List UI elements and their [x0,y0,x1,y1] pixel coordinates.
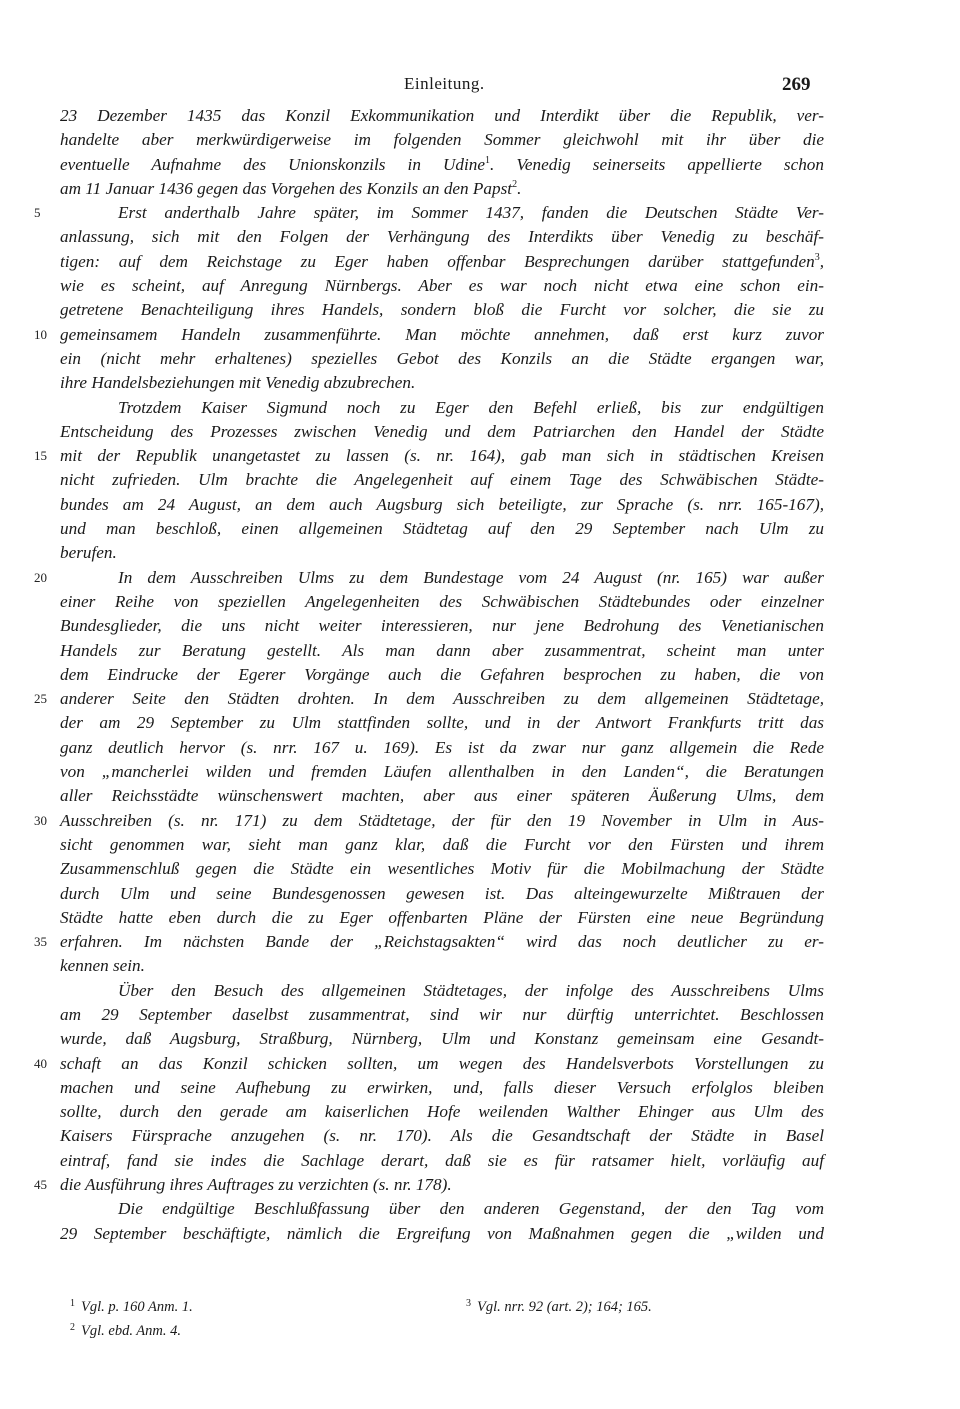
line-text: bundes am 24 August, an dem auch Augsburg sich beteiligte, zur Sprache (s. nrr. 165-167), [60,494,824,514]
line-text: anderer Seite den Städten drohten. In dem Ausschreiben zu dem allgemeinen Städtetage, [60,689,824,709]
line-text: Erst anderthalb Jahre später, im Sommer 1437, fanden die Deutschen Städte Ver- [118,203,824,223]
text-line [60,371,824,395]
text-line [60,1149,824,1173]
line-text: sicht genommen war, sieht man ganz klar, daß die Furcht vor den Fürsten und ihrem [60,834,824,854]
line-text: ihre Handelsbeziehungen mit Venedig abzubrechen. [60,373,416,393]
text-line [60,639,824,663]
footnote-3 [466,1298,652,1316]
text-line [60,906,824,930]
text-line [60,882,824,906]
line-text: der am 29 September zu Ulm stattfinden sollte, und in der Antwort Frankfurts tritt das [60,713,824,733]
footnote-mark: 1 [70,1298,75,1309]
line-text: einer Reihe von speziellen Angelegenheiten des Schwäbischen Städtebundes oder einzelner [60,591,824,611]
text-line [34,566,824,590]
line-text: kennen sein. [60,956,145,976]
line-text: wurde, daß Augsburg, Straßburg, Nürnberg, Ulm und Konstanz gemeinsam eine Gesandt- [60,1029,824,1049]
line-number: 45 [34,1177,47,1193]
line-text: aller Reichsstädte wünschenswert machten, aber aus einer späteren Äußerung Ulms, dem [60,786,824,806]
footnote-mark: 2 [70,1322,75,1333]
line-text: anlassung, sich mit den Folgen der Verhängung des Interdikts über Venedig zu beschäf- [60,227,824,247]
line-text: Zusammenschluß gegen die Städte ein wesentliches Motiv für die Mobilmachung der Städte [60,859,824,879]
line-text: und man beschloß, einen allgemeinen Städtetag auf den 29 September nach Ulm zu [60,519,824,539]
line-text: Die endgültige Beschlußfassung über den anderen Gegenstand, der den Tag vom [118,1199,824,1219]
text-line [60,833,824,857]
line-text-after: . Venedig seinerseits appellierte schon [489,154,824,174]
line-text: schaft an das Konzil schicken sollten, um wegen des Handelsverbots Vorstellungen zu [60,1053,824,1073]
text-line [60,128,824,152]
line-text: In dem Ausschreiben Ulms zu dem Bundestage vom 24 August (nr. 165) war außer [118,567,824,587]
text-line [60,493,824,517]
footnote-text: Vgl. p. 160 Anm. 1. [81,1299,193,1315]
line-text: erfahren. Im nächsten Bande der „Reichstagsakten“ wird das noch deutlicher zu er- [60,932,824,952]
line-text-after: . [517,178,522,198]
line-text: die Ausführung ihres Auftrages zu verzichten (s. nr. 178). [60,1175,452,1195]
text-line [34,1052,824,1076]
footnote-2 [70,1322,181,1340]
line-text: am 11 Januar 1436 gegen das Vorgehen des Konzils an den Papst [60,178,513,198]
text-line [60,736,824,760]
text-line [60,274,824,298]
text-line [34,444,824,468]
text-line [60,954,824,978]
text-line [60,250,824,274]
line-number: 35 [34,934,47,950]
line-text: wie es scheint, auf Anregung Nürnbergs. Aber es war noch nicht etwa eine schon ein- [60,276,824,296]
text-line [60,590,824,614]
text-line [60,1100,824,1124]
footnote-reference: 3 [814,251,820,263]
line-text: durch Ulm und seine Bundesgenossen gewesen ist. Das alteingewurzelte Mißtrauen der [60,883,824,903]
line-text: Kaisers Fürsprache anzugehen (s. nr. 170). Als die Gesandtschaft der Städte in Basel [60,1126,824,1146]
running-head-title: Einleitung. [404,74,485,93]
text-line [34,930,824,954]
text-line [60,979,824,1003]
page-number: 269 [782,74,811,95]
line-number: 10 [34,326,47,342]
line-number: 5 [34,205,41,221]
line-text: Entscheidung des Prozesses zwischen Venedig und dem Patriarchen den Handel der Städte [60,421,824,441]
body-text [34,104,824,1246]
line-text: berufen. [60,543,117,563]
footnote-text: Vgl. nrr. 92 (art. 2); 164; 165. [477,1299,652,1315]
line-text: am 29 September daselbst zusammentrat, sind wir nur dürftig unterrichtet. Beschlossen [60,1004,824,1024]
line-text: machen und seine Aufhebung zu erwirken, und, falls dieser Versuch erfolglos bleiben [60,1077,824,1097]
footnote-reference: 1 [484,154,490,166]
text-line [34,201,824,225]
text-line [60,225,824,249]
line-text: 23 Dezember 1435 das Konzil Exkommunikation und Interdikt über die Republik, ver- [60,106,824,125]
text-line [60,1003,824,1027]
line-text: Ausschreiben (s. nr. 171) zu dem Städtetage, der für den 19 November in Ulm in Aus- [60,810,824,830]
text-line [60,857,824,881]
line-text: eventuelle Aufnahme des Unionskonzils in Udine [60,154,485,174]
text-line [34,323,824,347]
footnote-1 [70,1298,193,1316]
line-text: ein (nicht mehr erhaltenes) spezielles Gebot des Konzils an die Städte ergangen war, [60,348,824,368]
line-text: mit der Republik unangetastet zu lassen (s. nr. 164), gab man sich in städtischen Kreisen [60,446,824,466]
line-text: ganz deutlich hervor (s. nrr. 167 u. 169). Es ist da zwar nur ganz allgemein die Rede [60,737,824,757]
footnote-reference: 2 [512,178,518,190]
line-text-after: , [819,251,824,271]
footnote-mark: 3 [466,1298,471,1309]
line-text: getretene Benachteiligung ihres Handels, sondern bloß die Furcht vor solcher, die sie zu [60,300,824,320]
text-line [60,541,824,565]
text-line [60,663,824,687]
line-text: tigen: auf dem Reichstage zu Eger haben offenbar Besprechungen darüber stattgefunden [60,251,815,271]
text-line [60,153,824,177]
text-line [60,711,824,735]
line-text: dem Eindrucke der Egerer Vorgänge auch die Gefahren besprochen zu haben, die von [60,664,824,684]
text-line [60,614,824,638]
text-line [60,347,824,371]
running-head [0,74,960,98]
text-line [60,1027,824,1051]
text-line [60,760,824,784]
line-text: Trotzdem Kaiser Sigmund noch zu Eger den Befehl erließ, bis zur endgültigen [118,397,824,417]
line-text: Bundesglieder, die uns nicht weiter interessieren, nur jene Bedrohung des Venetianischen [60,616,824,636]
text-line [60,104,824,128]
text-line [60,396,824,420]
line-text: Über den Besuch des allgemeinen Städtetages, der infolge des Ausschreibens Ulms [118,980,824,1000]
text-line [60,177,824,201]
line-text: sollte, durch den gerade am kaiserlichen Hofe weilenden Walther Ehinger aus Ulm des [60,1102,824,1122]
text-line [60,1124,824,1148]
line-text: von „mancherlei wilden und fremden Läufen allenthalben in den Landen“, die Beratungen [60,762,824,782]
line-text: eintraf, fand sie indes die Sachlage derart, daß sie es für ratsamer hielt, vorläufig auf [60,1150,824,1170]
line-text: gemeinsamem Handeln zusammenführte. Man möchte annehmen, daß erst kurz zuvor [60,324,824,344]
text-line [60,784,824,808]
text-line [60,420,824,444]
line-number: 25 [34,691,47,707]
line-number: 40 [34,1055,47,1071]
line-text: Städte hatte eben durch die zu Eger offenbarten Pläne der Fürsten eine neue Begründung [60,907,824,927]
text-line [34,687,824,711]
line-text: handelte aber merkwürdigerweise im folgenden Sommer gleichwohl mit ihr über die [60,130,824,150]
line-text: 29 September beschäftigte, nämlich die Ergreifung von Maßnahmen gegen die „wilden und [60,1223,824,1243]
line-text: nicht zufrieden. Ulm brachte die Angelegenheit auf einem Tage des Schwäbischen Städte- [60,470,824,490]
line-number: 20 [34,569,47,585]
text-line [34,1173,824,1197]
text-line [60,1222,824,1246]
text-line [34,809,824,833]
text-line [60,517,824,541]
text-line [60,1076,824,1100]
text-line [60,1197,824,1221]
line-number: 15 [34,448,47,464]
line-number: 30 [34,812,47,828]
text-line [60,468,824,492]
line-text: Handels zur Beratung gestellt. Als man dann aber zusammentrat, scheint man unter [60,640,824,660]
footnote-text: Vgl. ebd. Anm. 4. [81,1323,182,1339]
text-line [60,298,824,322]
